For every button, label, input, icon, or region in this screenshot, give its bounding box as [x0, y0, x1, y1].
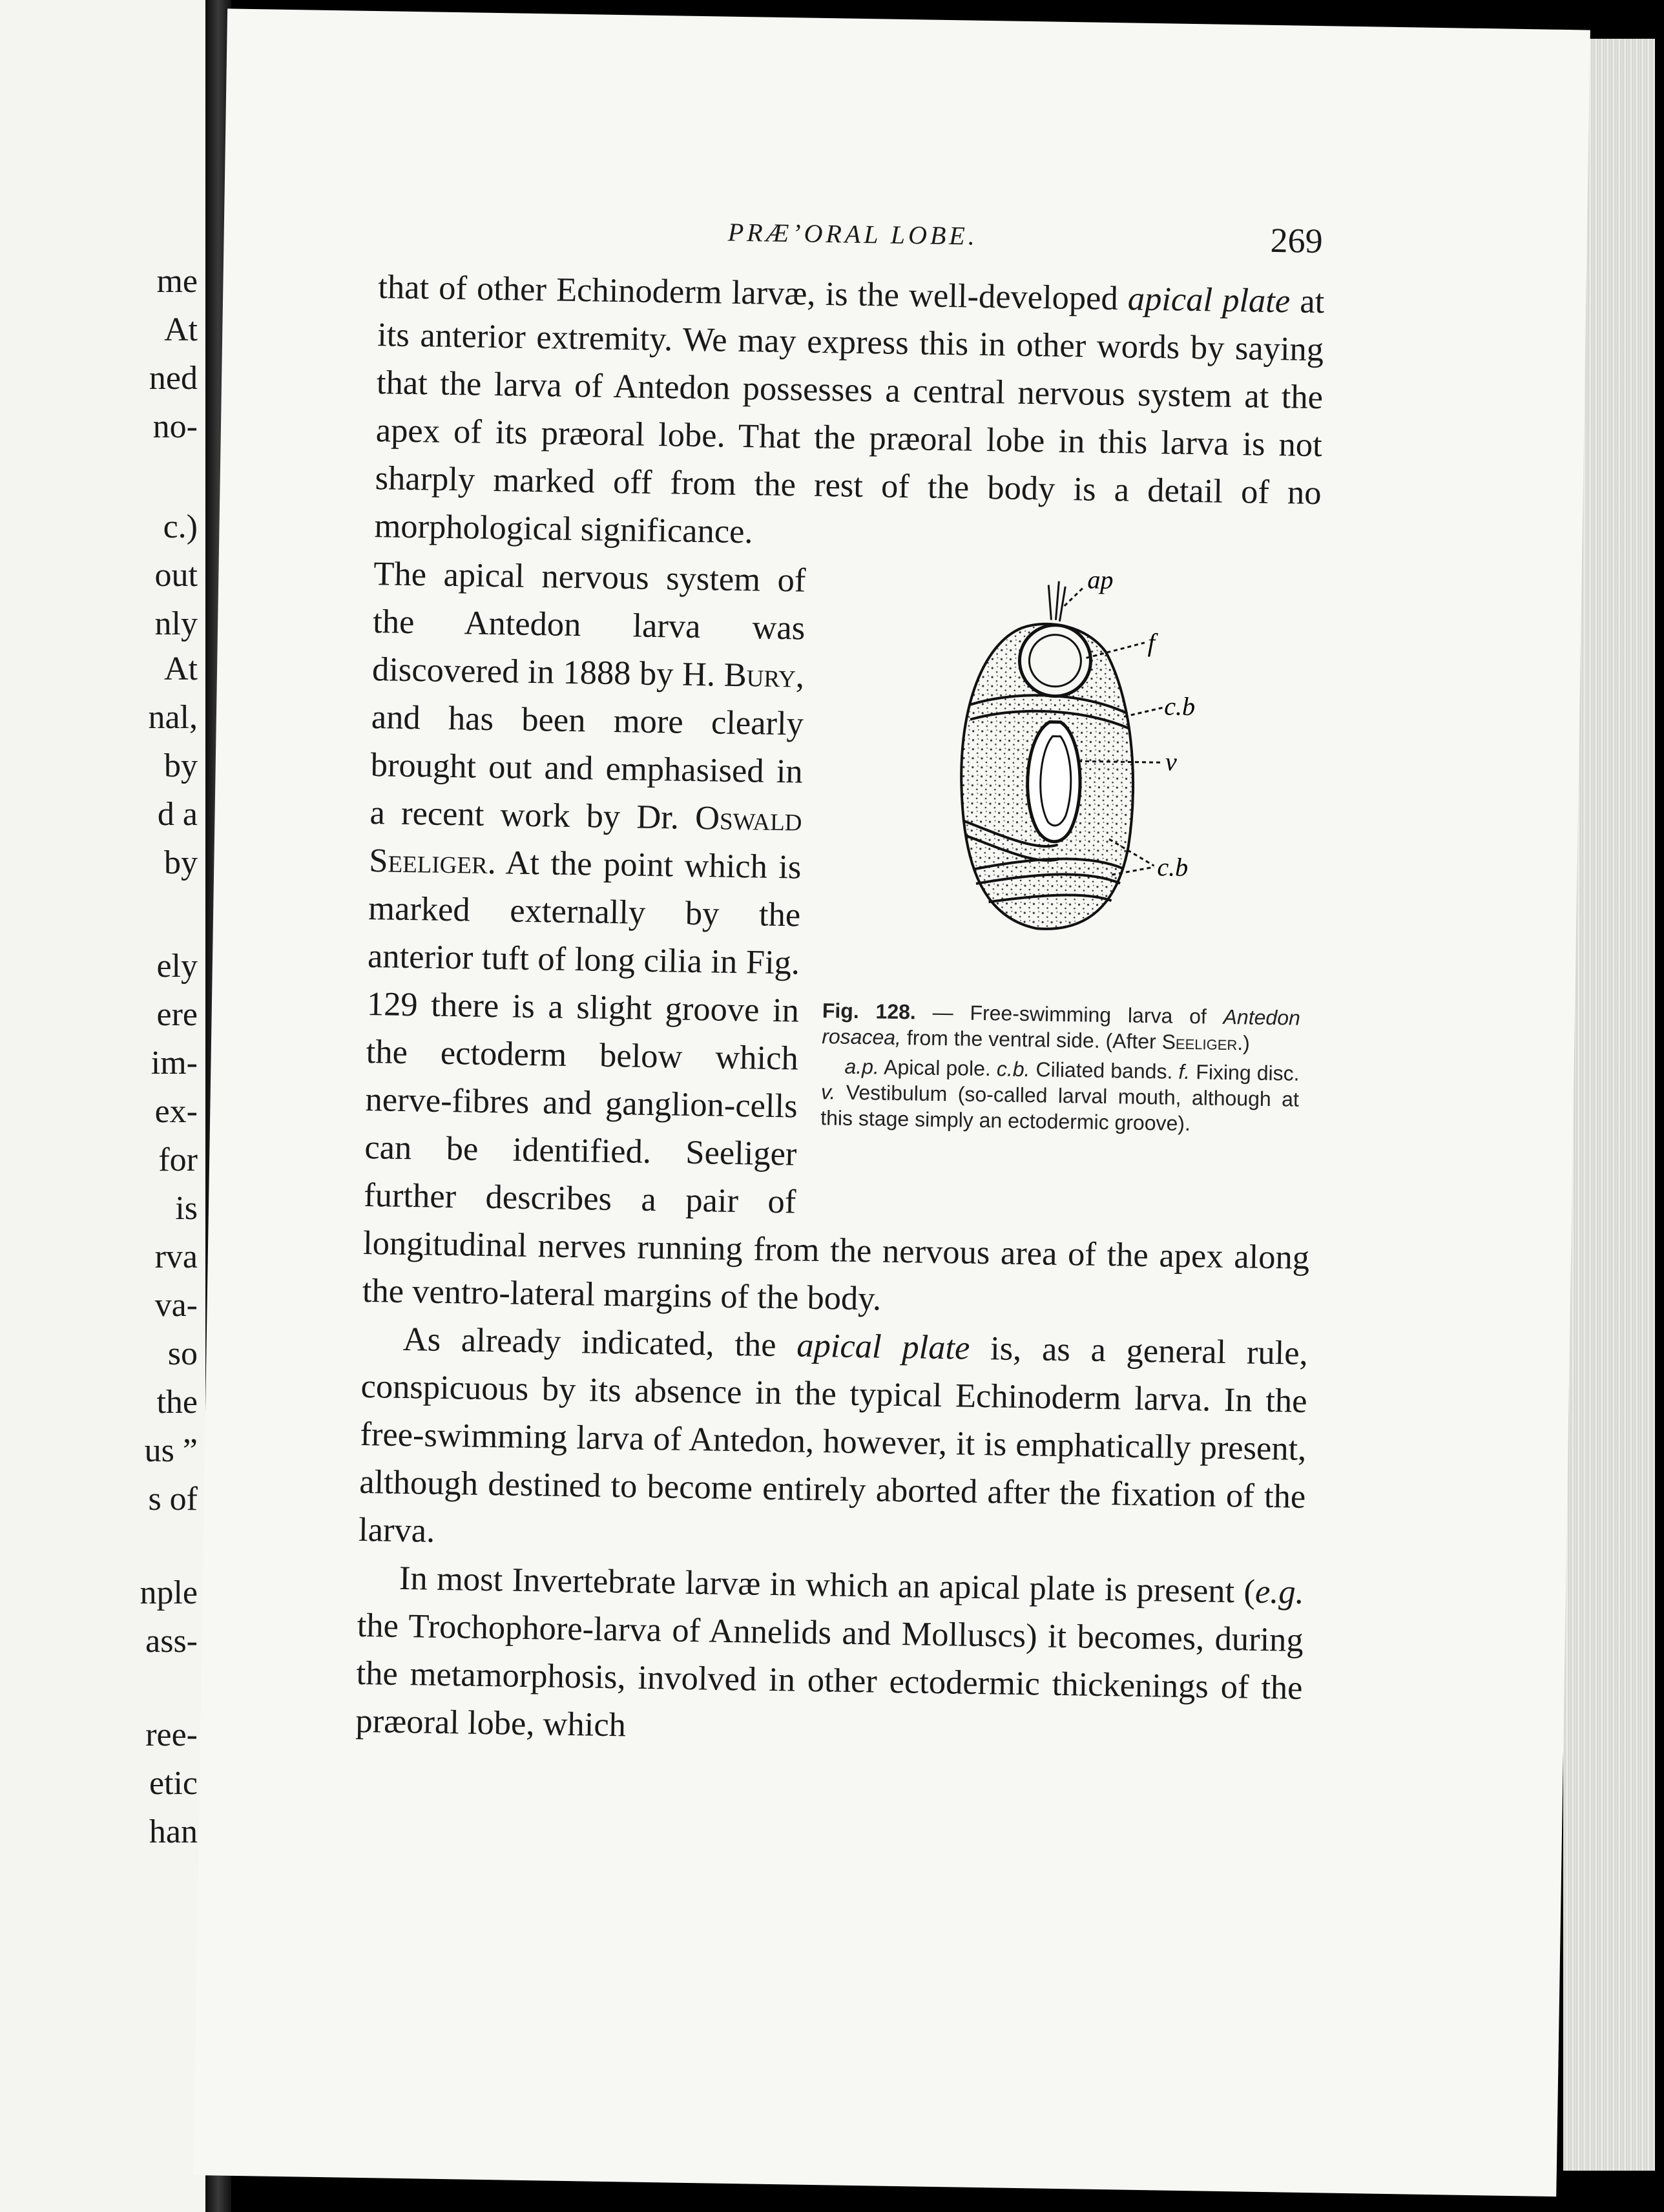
- left-page-fragment: ass-: [145, 1623, 198, 1660]
- left-page-fragment: ex-: [154, 1093, 198, 1130]
- caption-species: Antedon rosacea,: [821, 1005, 1301, 1050]
- label-cb-bottom: c.b: [1157, 852, 1189, 882]
- left-page-fragment: for: [158, 1142, 198, 1178]
- p1-text-a: that of other Echinoderm larvæ, is the well-developed: [377, 268, 1119, 318]
- caption-key: [820, 1053, 1300, 1138]
- left-page-fragment: no-: [152, 408, 198, 445]
- p3-text-a: As already indicated, the: [402, 1320, 777, 1364]
- facing-left-page: [0, 0, 205, 2212]
- left-page-fragment: etic: [149, 1765, 198, 1802]
- vestibulum: [1026, 722, 1081, 842]
- left-page-fragment: d a: [157, 796, 198, 833]
- p1-text-c: at its anterior extremity. We may express this in other words by saying that the larva of Antedon possesses a central nervous system at the apex of its præoral lobe. That the præoral lobe in this larva is not sharply marked off from the rest of the body is a detail of no morphological significance.: [374, 282, 1325, 551]
- left-page-fragment: im-: [151, 1045, 198, 1081]
- p2-text-a: The apical nervous system of the Antedon larva was discovered in 1888 by H.: [371, 555, 806, 694]
- key-ap: a.p.: [844, 1054, 880, 1079]
- left-page-fragment: nal,: [148, 699, 198, 736]
- figure-128: [819, 563, 1320, 1230]
- key-cb-text: Ciliated bands.: [1035, 1058, 1173, 1083]
- left-page-fragment: rva: [154, 1238, 198, 1275]
- left-page-fragment: nple: [140, 1574, 198, 1611]
- p4-text-a: In most Invertebrate larvæ in which an apical plate is present (: [399, 1559, 1256, 1611]
- key-cb: c.b.: [996, 1057, 1030, 1081]
- p1-italic-term: apical plate: [1127, 280, 1291, 320]
- p2-name-bury: Bury: [723, 656, 796, 695]
- p2-text-c: . At the point which is marked externally by the anterior tuft of long cilia in Fig. 129 there is a slight groove in the ectoderm below which nerve-fibres and ganglion-cells can be identified. Seeliger further describes a pair of longitudinal nerves running from the nervous area of the apex along the ventro-lateral margins of the body.: [362, 843, 1310, 1318]
- left-page-fragment: by: [164, 747, 198, 784]
- body-text: [355, 263, 1325, 1760]
- left-page-fragment: va-: [154, 1287, 198, 1324]
- caption-text-c: .): [1237, 1031, 1251, 1055]
- p3-text-c: is, as a general rule, conspicuous by its absence in the typical Echinoderm larva. In the free-swimming larva of Antedon, however, it is emphatically present, although destined to become entirely aborted after the fixation of the larva.: [358, 1330, 1309, 1550]
- p2-name-seeliger: Oswald Seeliger: [368, 798, 802, 881]
- running-head: PRÆ’ORAL LOBE.: [727, 217, 979, 251]
- left-page-fragment: At: [164, 311, 198, 348]
- p2-text-b: , and has been more clearly brought out and emphasised in a recent work by Dr.: [369, 657, 805, 837]
- left-page-fragment: s of: [148, 1481, 198, 1518]
- label-cb-top: c.b: [1164, 691, 1196, 722]
- figure-caption: [820, 997, 1300, 1138]
- left-page-fragment: ely: [156, 948, 198, 985]
- label-ap: ap: [1087, 565, 1114, 595]
- p3-italic-term: apical plate: [796, 1326, 970, 1367]
- key-f-text: Fixing disc.: [1196, 1060, 1300, 1085]
- left-page-fragment: by: [164, 844, 198, 881]
- left-page-fragment: so: [167, 1335, 198, 1372]
- left-page-fragment: ree-: [145, 1716, 198, 1753]
- left-page-fragment: is: [175, 1190, 198, 1227]
- paragraph-4: [355, 1554, 1304, 1760]
- left-page-fragment: me: [156, 263, 198, 300]
- caption-author: Seeliger: [1161, 1030, 1238, 1055]
- left-page-fragment: us ”: [144, 1432, 198, 1469]
- label-f: f: [1147, 627, 1156, 658]
- paragraph-1: [374, 263, 1325, 565]
- larva-illustration: [822, 563, 1320, 997]
- caption-text-b: from the ventral side. (After: [906, 1026, 1157, 1054]
- left-page-fragment: ere: [156, 996, 198, 1033]
- key-ap-text: Apical pole.: [883, 1055, 992, 1081]
- fixing-disc: [1019, 625, 1092, 697]
- left-page-fragment: At: [164, 651, 198, 687]
- p4-italic-eg: e.g.: [1254, 1572, 1305, 1611]
- left-page-fragment: ned: [149, 360, 198, 397]
- page-number: 269: [1270, 220, 1324, 261]
- caption-fig-number: Fig. 128.: [822, 999, 917, 1024]
- p4-text-c: the Trochophore-larva of Annelids and Molluscs) it becomes, during the metamorphosis, involved in other ectodermic thickenings of the præoral lobe, which: [355, 1606, 1304, 1744]
- left-page-fragment: the: [156, 1384, 198, 1421]
- key-v: v.: [820, 1080, 836, 1104]
- apical-tuft: [1048, 581, 1065, 621]
- key-f: f.: [1178, 1059, 1191, 1084]
- key-v-text: Vestibulum (so-called larval mouth, although at this stage simply an ectodermic groove).: [820, 1080, 1300, 1136]
- paragraph-3: [359, 1315, 1309, 1569]
- label-v: v: [1165, 747, 1178, 777]
- left-page-fragment: nly: [154, 605, 198, 642]
- caption-text-a: — Free-swimming larva of: [932, 1000, 1207, 1028]
- left-page-fragment: c.): [163, 508, 198, 545]
- left-page-fragment: han: [149, 1813, 198, 1850]
- book-page: [193, 8, 1590, 2196]
- left-page-fragment: out: [154, 557, 198, 594]
